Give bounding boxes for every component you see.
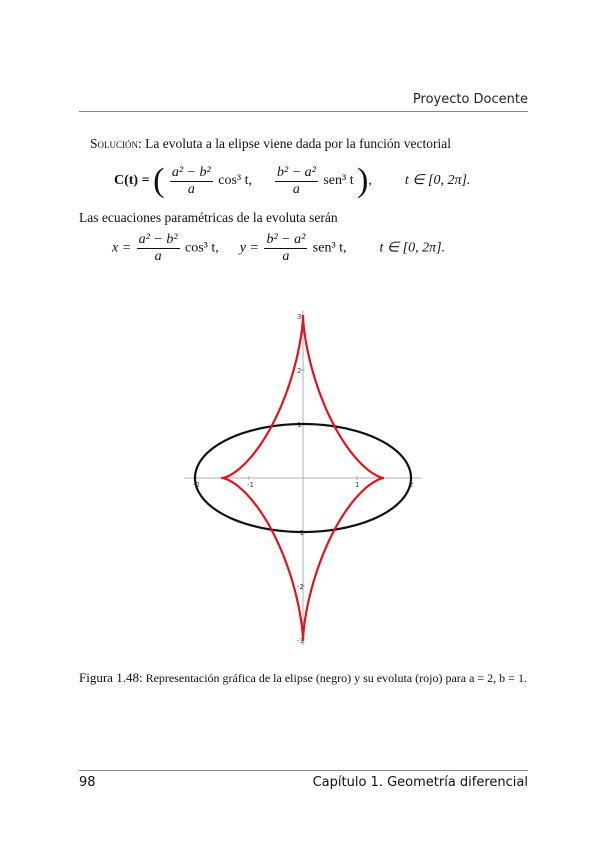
y-tick-label: -3	[297, 637, 304, 645]
eq1-frac2-num: b² − a²	[277, 164, 316, 180]
ellipse-evolute-plot	[180, 300, 426, 652]
running-header: Proyecto Docente	[412, 92, 528, 107]
body-paragraph: Las ecuaciones paramétricas de la evoluta serán	[79, 210, 338, 225]
x-tick-label: 2	[409, 481, 414, 489]
eq2-frac2-den: a	[282, 249, 290, 264]
solution-text: : La evoluta a la elipse viene dada por la función vectorial	[138, 136, 452, 151]
solution-label: Solución	[90, 136, 139, 151]
figure-caption	[79, 670, 539, 686]
footer-rule	[79, 770, 528, 771]
eq2-frac1	[137, 232, 180, 265]
equation-vector: C(t) = ( $\frac{\text{a² − b²}}{a}$ cos³ t, $\frac{\text{b² − a²}}{a}$ sen³ t ), t ∈ [0, 2π].	[114, 162, 471, 199]
page-number: 98	[79, 775, 96, 790]
x-tick-label: -1	[247, 481, 254, 489]
eq1-frac2	[275, 165, 318, 198]
x-tick-label: 1	[355, 481, 360, 489]
eq1-right-paren: )	[357, 162, 369, 199]
header-rule	[79, 111, 528, 112]
eq1-domain: t ∈ [0, 2π].	[404, 173, 471, 189]
y-tick-label: 2	[297, 367, 302, 375]
eq2-term2: sen³ t,	[312, 240, 347, 256]
y-tick-label: -2	[297, 583, 304, 591]
eq2-x-lhs: x =	[112, 240, 135, 256]
eq1-frac2-den: a	[292, 181, 300, 197]
eq1-term2: sen³ t	[323, 173, 354, 189]
equation-parametric	[112, 232, 445, 265]
eq2-frac2-num: b² − a²	[266, 232, 306, 247]
eq2-frac2	[264, 232, 307, 265]
eq2-y-lhs: y =	[239, 240, 263, 256]
eq2-frac1-den: a	[154, 249, 162, 264]
footer-chapter: Capítulo 1. Geometría diferencial	[312, 775, 528, 790]
eq1-term1: cos³ t,	[218, 173, 252, 189]
solution-paragraph	[90, 136, 451, 152]
caption-label: Figura 1.48:	[79, 670, 143, 685]
eq1-left-paren: (	[153, 162, 165, 199]
eq1-frac1-num: a² − b²	[171, 164, 211, 180]
y-tick-label: -1	[297, 529, 304, 537]
eq1-lhs: C(t) =	[114, 173, 154, 189]
y-tick-label: 3	[297, 313, 302, 321]
caption-text: Representación gráfica de la elipse (negro) y su evoluta (rojo) para a = 2, b = 1.	[145, 671, 527, 685]
x-tick-label: -2	[193, 481, 200, 489]
eq2-domain: t ∈ [0, 2π].	[379, 240, 446, 256]
eq1-frac1-den: a	[187, 181, 195, 197]
eq1-frac1	[170, 165, 213, 198]
eq2-frac1-num: a² − b²	[138, 232, 178, 247]
eq2-term1: cos³ t,	[185, 240, 219, 256]
y-tick-label: 1	[297, 421, 302, 429]
